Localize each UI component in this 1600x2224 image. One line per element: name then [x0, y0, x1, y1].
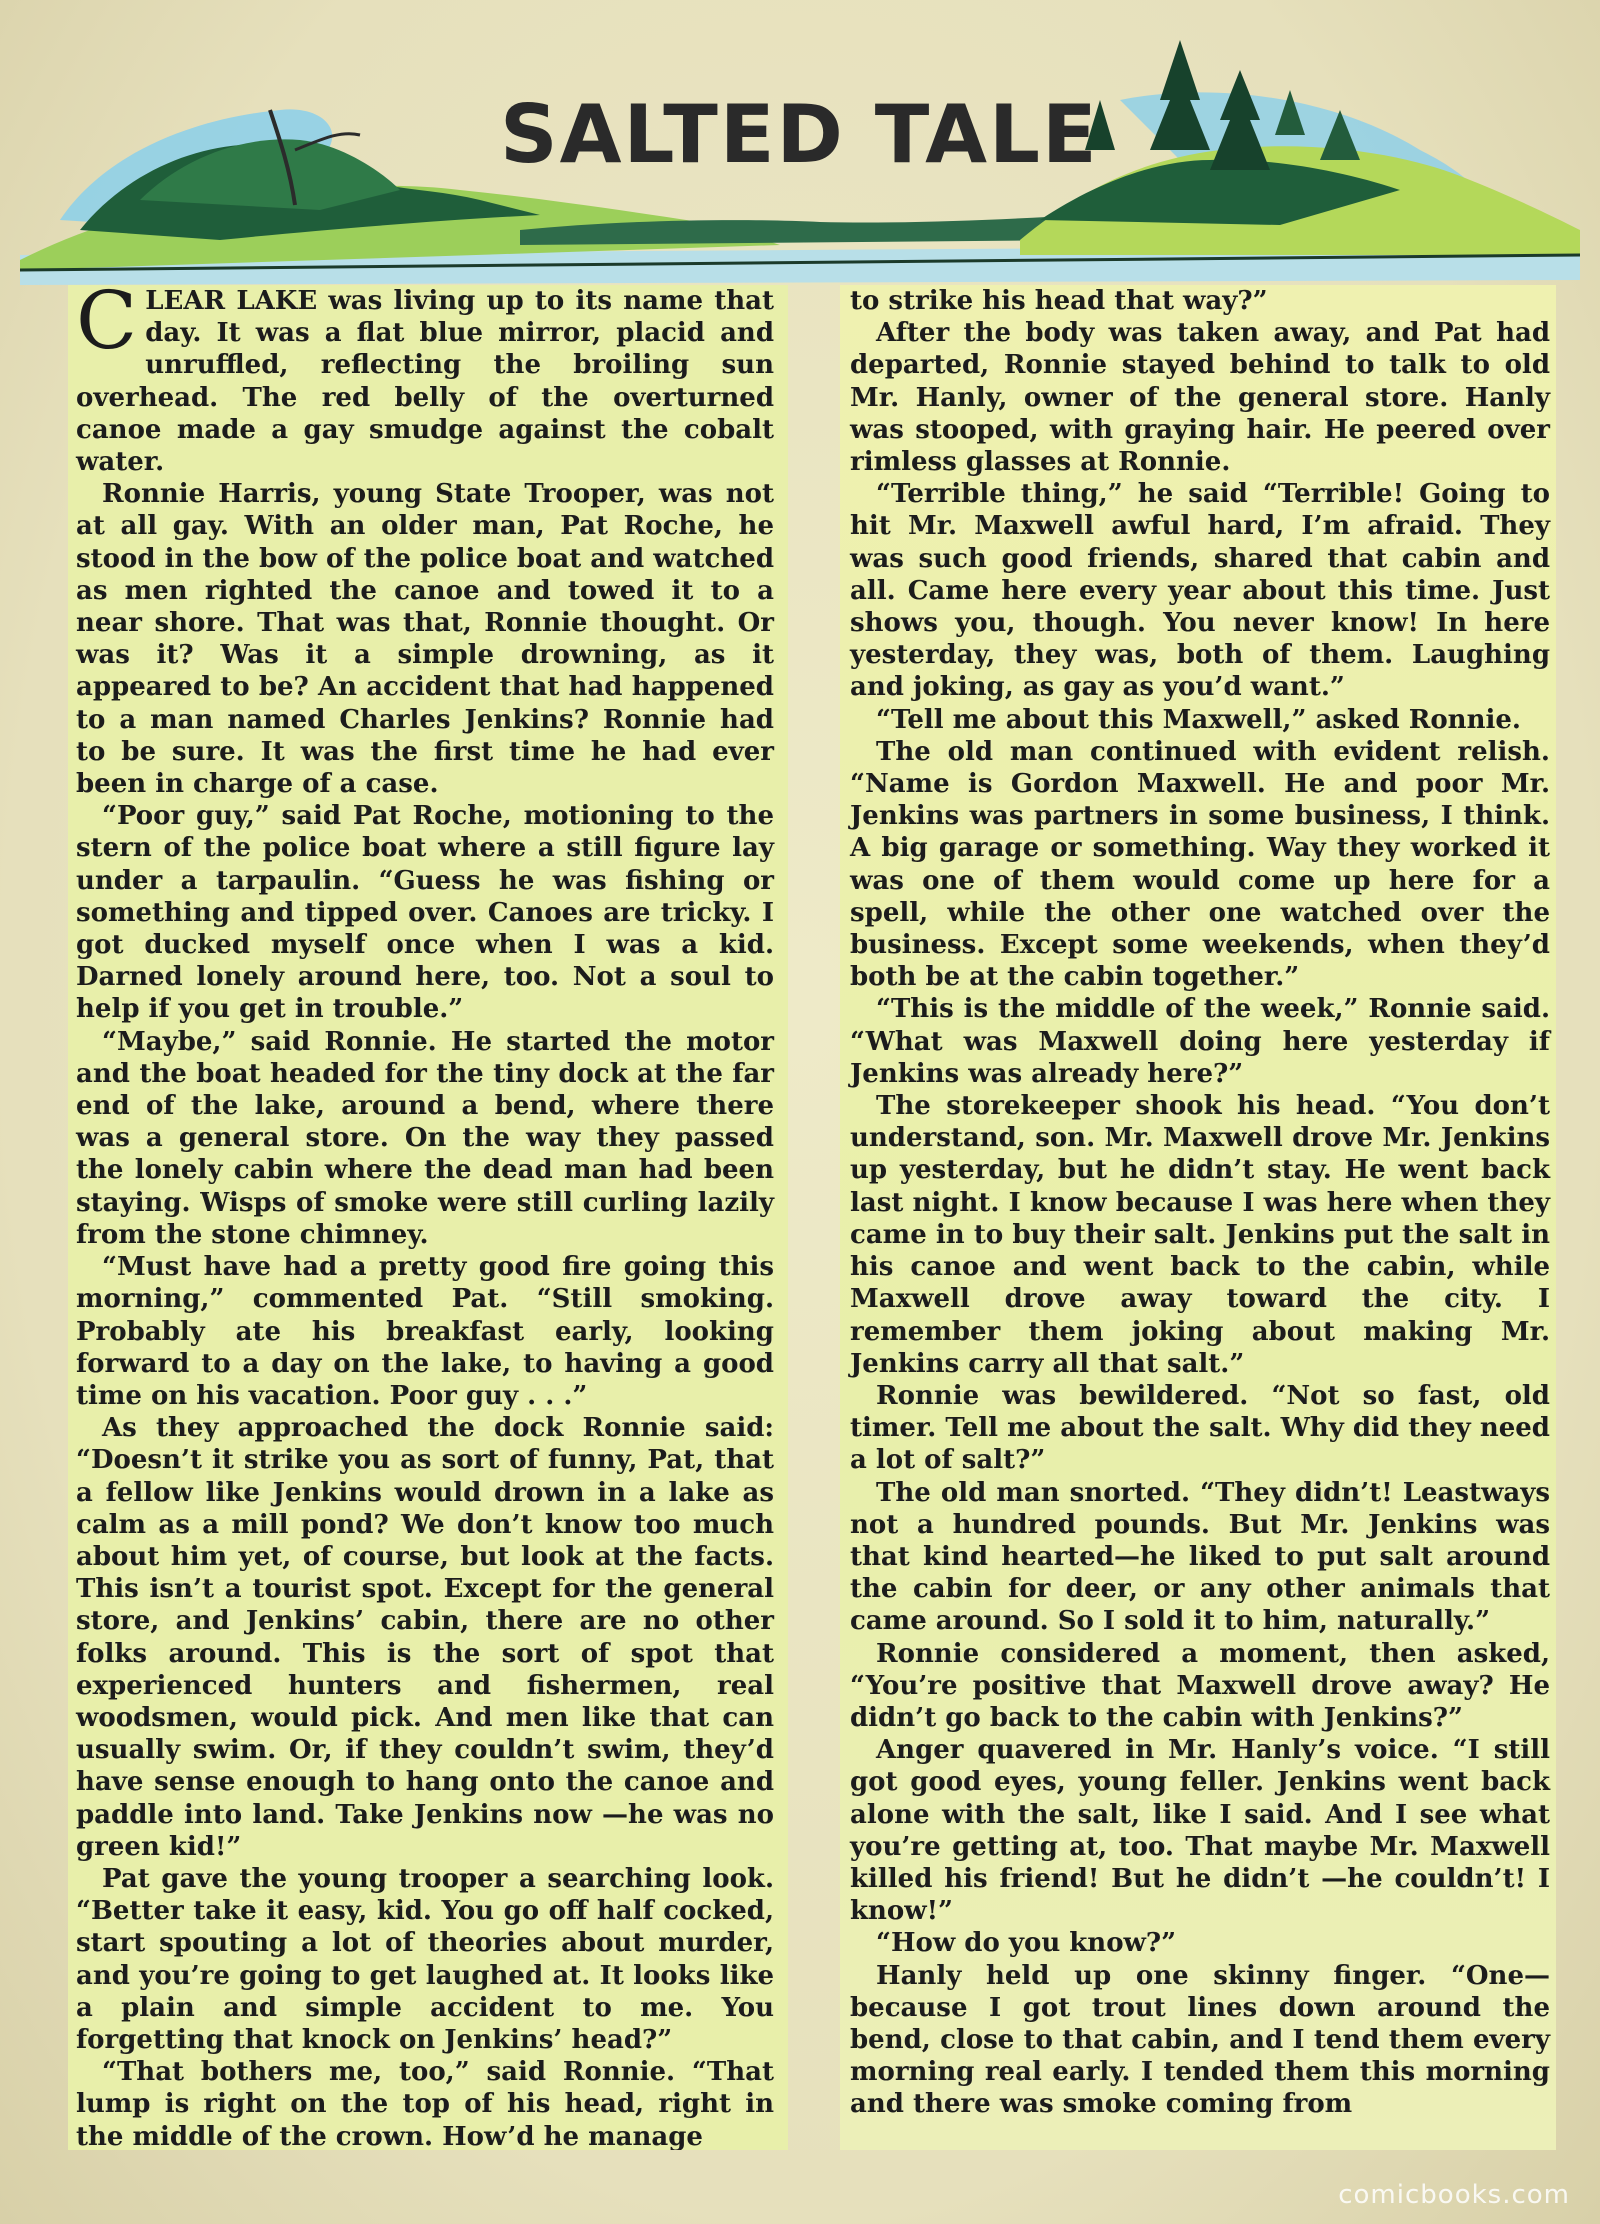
watermark: comicbooks.com [1338, 2180, 1570, 2210]
left-column-text [76, 285, 774, 2150]
paragraph: Ronnie considered a moment, then asked, “You’re positive that Maxwell drove away? He didn’t go back to the cabin with Jenkins?” [850, 1638, 1550, 1733]
right-column-text [850, 285, 1550, 2121]
paragraph: “Maybe,” said Ronnie. He started the motor and the boat headed for the tiny dock at the far end of the lake, around a bend, where there was a general store. On the way they passed the lonely cabin where the dead man had been staying. Wisps of smoke were still curling lazily from the stone chimney. [76, 1026, 774, 1250]
paragraph: Ronnie was bewildered. “Not so fast, old timer. Tell me about the salt. Why did they need a lot of salt?” [850, 1380, 1550, 1476]
paragraph: “Must have had a pretty good fire going this morning,” commented Pat. “Still smoking. Probably ate his breakfast early, looking forward to a day on the lake, to having a good time on his vacation. Poor guy . . .” [76, 1252, 774, 1411]
paragraph: “This is the middle of the week,” Ronnie said. “What was Maxwell doing here yesterday if Jenkins was already here?” [850, 994, 1550, 1089]
paragraph: Anger quavered in Mr. Hanly’s voice. “I still got good eyes, young feller. Jenkins went back alone with the salt, like I said. And I see what you’re getting at, too. That maybe Mr. Maxwell killed his friend! But he didn’t —he couldn’t! I know!” [850, 1735, 1550, 1927]
page-title: SALTED TALE [500, 88, 1099, 181]
left-column [68, 285, 788, 2150]
paragraph: As they approached the dock Ronnie said: “Doesn’t it strike you as sort of funny, Pat, that a fellow like Jenkins would drown in a lake as calm as a mill pond? We don’t know too much about him yet, of course, but look at the facts. This isn’t a tourist spot. Except for the general store, and Jenkins’ cabin, there are no other folks around. This is the sort of spot that experienced hunters and fishermen, real woodsmen, would pick. And men like that can usually swim. Or, if they couldn’t swim, they’d have sense enough to hang onto the canoe and paddle into land. Take Jenkins now —he was no green kid!” [76, 1413, 774, 1862]
paragraph: “That bothers me, too,” said Ronnie. “That lump is right on the top of his head, right in the middle of the crown. How’d he manage [76, 2057, 774, 2150]
paragraph: The old man continued with evident relish. “Name is Gordon Maxwell. He and poor Mr. Jenkins was partners in some business, I think. A big garage or something. Way they worked it was one of them would come up here for a spell, while the other one watched over the business. Except some weekends, when they’d both be at the cabin together.” [850, 736, 1550, 993]
paragraph: Hanly held up one skinny finger. “One— because I got trout lines down around the bend, close to that cabin, and I tend them every morning real early. I tended them this morning and there was smoke coming from [850, 1960, 1550, 2120]
paragraph: CLEAR LAKE was living up to its name that day. It was a flat blue mirror, placid and unruffled, reflecting the broiling sun overhead. The red belly of the overturned canoe made a gay smudge against the cobalt water. [76, 285, 774, 478]
paragraph: After the body was taken away, and Pat had departed, Ronnie stayed behind to talk to old Mr. Hanly, owner of the general store. Hanly was stooped, with graying hair. He peered over rimless glasses at Ronnie. [850, 318, 1550, 478]
paragraph: The old man snorted. “They didn’t! Leastways not a hundred pounds. But Mr. Jenkins was that kind hearted—he liked to put salt around the cabin for deer, or any other animals that came around. So I sold it to him, naturally.” [850, 1477, 1550, 1637]
paragraph: “Tell me about this Maxwell,” asked Ronnie. [876, 704, 1521, 735]
drop-cap: C [76, 285, 138, 367]
paragraph: Pat gave the young trooper a searching look. “Better take it easy, kid. You go off half cocked, start spouting a lot of theories about murder, and you’re going to get laughed at. It looks like a plain and simple accident to me. You forgetting that knock on Jenkins’ head?” [76, 1863, 774, 2055]
paragraph: Ronnie Harris, young State Trooper, was not at all gay. With an older man, Pat Roche, he stood in the bow of the police boat and watched as men righted the canoe and towed it to a near shore. That was that, Ronnie thought. Or was it? Was it a simple drowning, as it appeared to be? An accident that had happened to a man named Charles Jenkins? Ronnie had to be sure. It was the first time he had ever been in charge of a case. [76, 479, 774, 800]
paragraph: The storekeeper shook his head. “You don’t understand, son. Mr. Maxwell drove Mr. Jenkins up yesterday, but he didn’t stay. He went back last night. I know because I was here when they came in to buy their salt. Jenkins put the salt in his canoe and went back to the cabin, while Maxwell drove away toward the city. I remember them joking about making Mr. Jenkins carry all that salt.” [850, 1091, 1550, 1379]
paragraph: “How do you know?” [876, 1928, 1177, 1959]
paragraph: to strike his head that way?” [850, 286, 1268, 316]
paragraph: “Poor guy,” said Pat Roche, motioning to the stern of the police boat where a still figure lay under a tarpaulin. “Guess he was fishing or something and tipped over. Canoes are tricky. I got ducked myself once when I was a kid. Darned lonely around here, too. Not a soul to help if you get in trouble.” [76, 801, 774, 1025]
right-column [840, 285, 1556, 2150]
paragraph: “Terrible thing,” he said “Terrible! Going to hit Mr. Maxwell awful hard, I’m afraid. They was such good friends, shared that cabin and all. Came here every year about this time. Just shows you, though. You never know! In here yesterday, they was, both of them. Laughing and joking, as gay as you’d want.” [850, 479, 1550, 703]
